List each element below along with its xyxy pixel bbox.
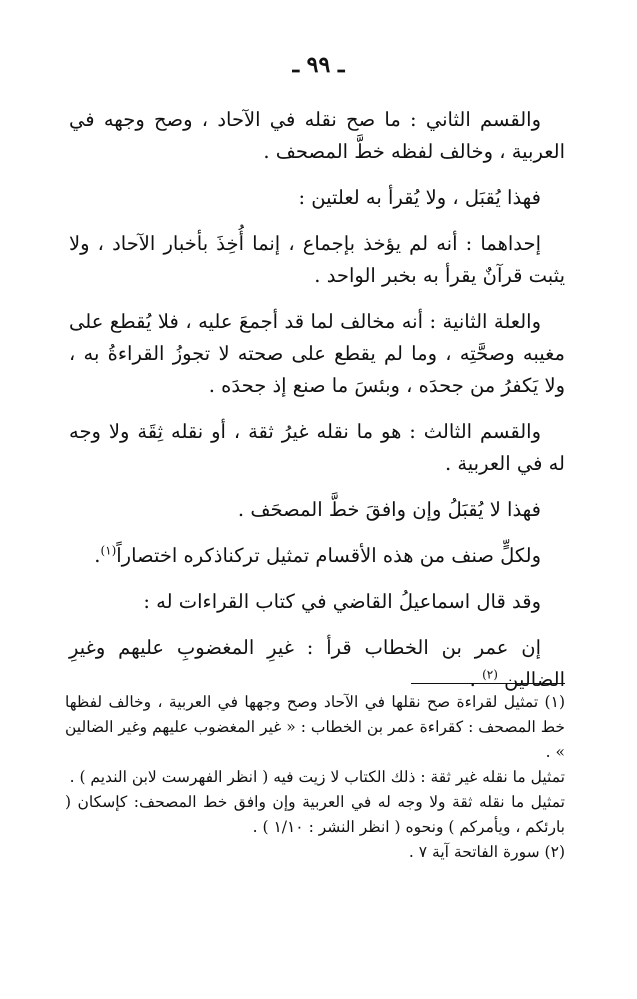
paragraph-umar-reading bbox=[69, 632, 565, 696]
paragraph-examples-text: ولكلٍّ صنف من هذه الأقسام تمثيل تركناذكره اختصاراً bbox=[116, 544, 541, 567]
footnote-separator bbox=[411, 683, 565, 684]
paragraph-umar-reading-end: . bbox=[469, 668, 483, 691]
paragraph-not-accepted: فهذا لا يُقبَلُ وإن وافقَ خطَّ المصحَف . bbox=[237, 498, 541, 521]
paragraph-accepted-not-read: فهذا يُقبَل ، ولا يُقرأ به لعلتين : bbox=[298, 186, 541, 209]
paragraph-examples bbox=[69, 540, 565, 572]
paragraph-third-category: والقسم الثالث : هو ما نقله غيرُ ثقة ، أو نقله ثِقَة ولا وجه له في العربية . bbox=[69, 420, 565, 475]
paragraph-umar-reading-text: إن عمر بن الخطاب قرأ : غيرِ المغضوبِ عليهم وغيرِ الضالين bbox=[69, 636, 565, 691]
footnote-marker-1: (١) bbox=[100, 543, 117, 558]
footnotes bbox=[65, 690, 565, 865]
paragraph-ismail-quote: وقد قال اسماعيلُ القاضي في كتاب القراءات له : bbox=[143, 590, 541, 613]
paragraph-second-category: والقسم الثاني : ما صح نقله في الآحاد ، وصح وجهه في العربية ، وخالف لفظه خطَّ المصحف . bbox=[69, 108, 565, 163]
footnote-1-second-example: تمثيل ما نقله غير ثقة : ذلك الكتاب لا زيت فيه ( انظر الفهرست لابن النديم ) . bbox=[69, 768, 565, 786]
footnote-1-third-example: تمثيل ما نقله ثقة ولا وجه له في العربية وإن وافق خط المصحف: كإسكان ( بارئكم ، ويأمركم ) ونحوه ( انظر النشر : ١/١٠ ) . bbox=[65, 793, 565, 836]
paragraph-examples-end: . bbox=[94, 544, 101, 567]
footnote-marker-2: (٢) bbox=[482, 667, 498, 682]
page-number: ـ ٩٩ ـ bbox=[292, 52, 345, 78]
footnote-1: (١) تمثيل لقراءة صح نقلها في الآحاد وصح وجهها في العربية ، وخالف لفظها خط المصحف : كقراءة عمر بن الخطاب : « غير المغضوب عليهم وغير الضالين » . bbox=[65, 693, 565, 761]
footnote-2: (٢) سورة الفاتحة آية ٧ . bbox=[408, 843, 565, 861]
paragraph-first-reason: إحداهما : أنه لم يؤخذ بإجماع ، إنما أُخِذَ بأخبار الآحاد ، ولا يثبت قرآنٌ يقرأ به بخبر الواحد . bbox=[69, 232, 565, 287]
main-text bbox=[69, 104, 565, 710]
paragraph-second-reason: والعلة الثانية : أنه مخالف لما قد أجمعَ عليه ، فلا يُقطع على مغيبه وصحَّتِه ، وما لم يقطع على صحته لا تجوزُ القراءةُ به ، ولا يَكفرُ من جحدَه ، وبئسَ ما صنع إذ جحدَه . bbox=[69, 310, 565, 397]
